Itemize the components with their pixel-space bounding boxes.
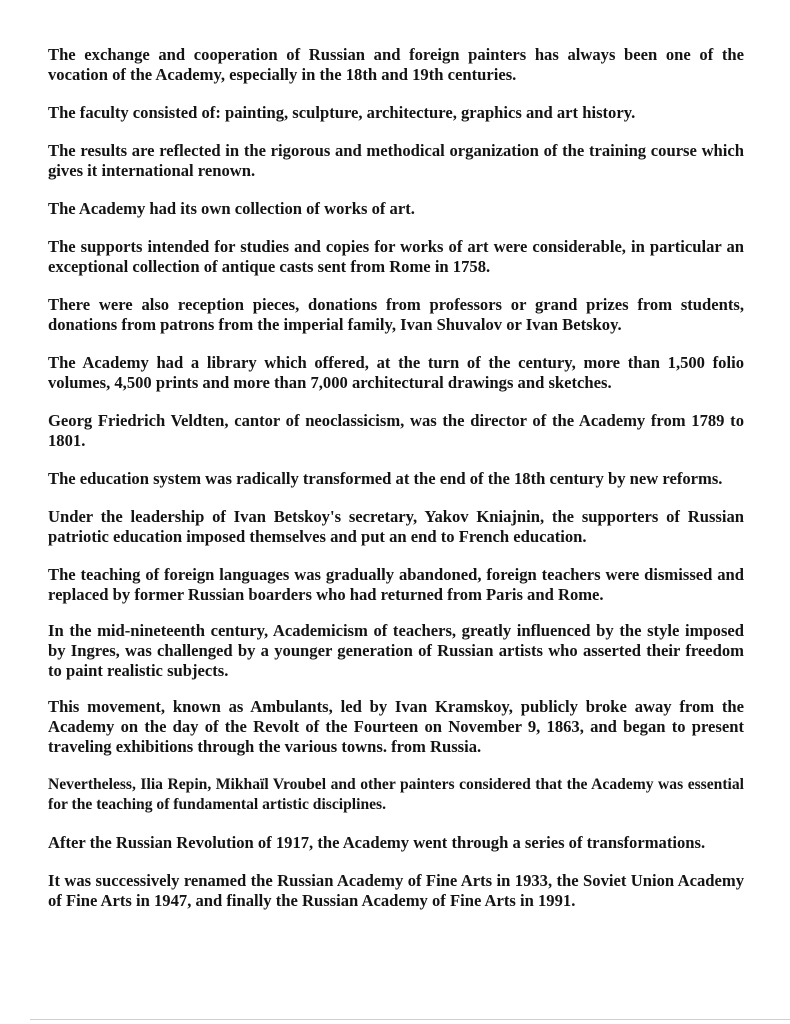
paragraph-kniajnin: Under the leadership of Ivan Betskoy's secretary, Yakov Kniajnin, the supporters of Russian patriotic education imposed themselves and put an end to French education.	[48, 507, 744, 546]
paragraph-foreign-languages: The teaching of foreign languages was gradually abandoned, foreign teachers were dismissed and replaced by former Russian boarders who had returned from Paris and Rome.	[48, 565, 744, 604]
paragraph-reception-pieces: There were also reception pieces, donations from professors or grand prizes from students, donations from patrons from the imperial family, Ivan Shuvalov or Ivan Betskoy.	[48, 295, 744, 334]
paragraph-library: The Academy had a library which offered, at the turn of the century, more than 1,500 folio volumes, 4,500 prints and more than 7,000 architectural drawings and sketches.	[48, 353, 744, 392]
paragraph-supports: The supports intended for studies and copies for works of art were considerable, in particular an exceptional collection of antique casts sent from Rome in 1758.	[48, 237, 744, 276]
paragraph-education-reforms: The education system was radically transformed at the end of the 18th century by new reforms.	[48, 469, 723, 488]
paragraph-faculty: The faculty consisted of: painting, sculpture, architecture, graphics and art history.	[48, 103, 636, 122]
paragraph-repin-vroubel: Nevertheless, Ilia Repin, Mikhaïl Vroubel and other painters considered that the Academy was essential for the teaching of fundamental artistic disciplines.	[48, 776, 744, 813]
paragraph-revolution: After the Russian Revolution of 1917, the Academy went through a series of transformations.	[48, 833, 706, 852]
paragraph-exchange-cooperation: The exchange and cooperation of Russian and foreign painters has always been one of the vocation of the Academy, especially in the 18th and 19th centuries.	[48, 45, 744, 84]
page-bottom-divider	[30, 1019, 790, 1020]
paragraph-results: The results are reflected in the rigorous and methodical organization of the training course which gives it international renown.	[48, 141, 744, 180]
document-body	[48, 45, 744, 929]
paragraph-academicism: In the mid-nineteenth century, Academicism of teachers, greatly influenced by the style imposed by Ingres, was challenged by a younger generation of Russian artists who asserted their freedom to paint realistic subjects.	[48, 621, 744, 680]
paragraph-veldten: Georg Friedrich Veldten, cantor of neoclassicism, was the director of the Academy from 1789 to 1801.	[48, 411, 744, 450]
paragraph-ambulants: This movement, known as Ambulants, led by Ivan Kramskoy, publicly broke away from the Academy on the day of the Revolt of the Fourteen on November 9, 1863, and began to present traveling exhibitions through the various towns. from Russia.	[48, 697, 744, 756]
paragraph-renamed: It was successively renamed the Russian Academy of Fine Arts in 1933, the Soviet Union Academy of Fine Arts in 1947, and finally the Russian Academy of Fine Arts in 1991.	[48, 871, 744, 910]
paragraph-collection: The Academy had its own collection of works of art.	[48, 199, 415, 218]
